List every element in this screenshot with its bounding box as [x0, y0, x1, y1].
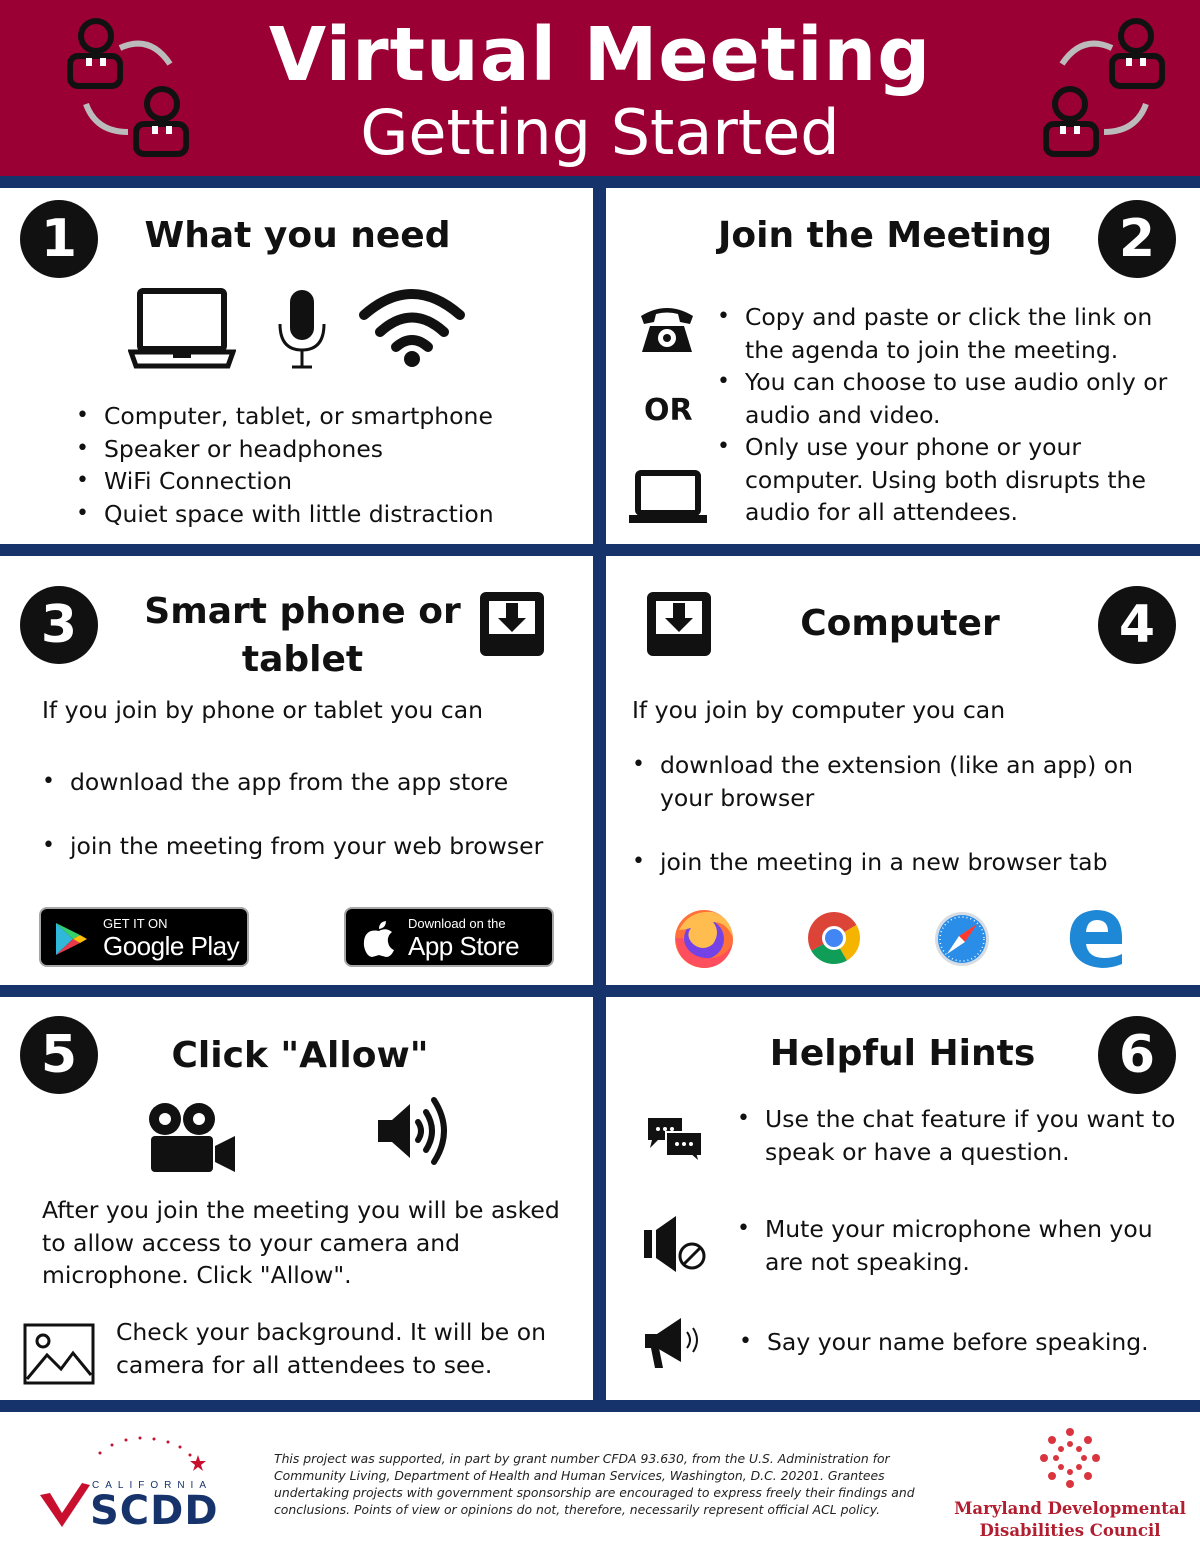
panel-title: Helpful Hints	[769, 1033, 1036, 1074]
telephone-icon	[638, 302, 696, 356]
laptop-icon	[128, 288, 236, 370]
panel-title: Smart phone or tablet	[144, 591, 461, 680]
firefox-icon	[673, 908, 735, 970]
hint-list	[735, 1103, 1185, 1168]
list-item: • join the meeting from your web browser	[40, 830, 585, 863]
background-note: Check your background. It will be on camera for all attendees to see.	[116, 1318, 547, 1379]
chrome-icon	[806, 910, 862, 966]
phone-options	[40, 766, 585, 799]
wifi-icon	[358, 285, 466, 369]
people-sync-icon	[62, 14, 192, 164]
panel-title: Click "Allow"	[171, 1035, 429, 1076]
safari-icon	[933, 910, 991, 968]
header-banner	[0, 0, 1200, 176]
page-title: Virtual Meeting	[268, 12, 932, 98]
step-number: 6	[1098, 1016, 1176, 1094]
badge-big-text: Google Play	[103, 931, 240, 961]
step-number: 2	[1098, 200, 1176, 278]
step-number: 4	[1098, 586, 1176, 664]
list-item: • Computer, tablet, or smartphone	[74, 400, 584, 433]
panel-title: Join the Meeting	[717, 215, 1053, 256]
step-number: 1	[20, 200, 98, 278]
google-play-badge[interactable]	[39, 907, 249, 967]
badge-big-text: App Store	[408, 931, 520, 961]
list-item: • Only use your phone or your computer. Using both disrupts the audio for all attendees.	[715, 431, 1185, 529]
allow-instructions: After you join the meeting you will be asked to allow access to your camera and microphone. Click "Allow".	[42, 1196, 560, 1289]
scdd-name: SCDD	[90, 1488, 219, 1534]
list-item: • You can choose to use audio only or audio and video.	[715, 366, 1185, 431]
google-play-icon	[53, 921, 89, 957]
hint-list	[735, 1213, 1185, 1278]
list-item: • Say your name before speaking.	[737, 1326, 1187, 1359]
page-subtitle: Getting Started	[360, 96, 840, 169]
mddc-line: Maryland Developmental	[954, 1499, 1186, 1518]
mddc-name	[950, 1498, 1190, 1542]
list-item: • Quiet space with little distraction	[74, 498, 584, 531]
download-icon	[645, 590, 713, 658]
step-number: 5	[20, 1016, 98, 1094]
video-camera-icon	[145, 1100, 237, 1174]
or-label: OR	[644, 393, 693, 428]
divider	[593, 176, 606, 1412]
speaker-volume-icon	[376, 1094, 450, 1168]
list-item: • Use the chat feature if you want to speak or have a question.	[735, 1103, 1185, 1168]
list-item: • download the app from the app store	[40, 766, 585, 799]
list-item: • Copy and paste or click the link on the agenda to join the meeting.	[715, 301, 1185, 366]
phone-options	[40, 830, 585, 863]
megaphone-icon	[643, 1316, 703, 1370]
hint-list	[737, 1326, 1187, 1359]
chat-icon	[646, 1116, 704, 1164]
image-icon	[23, 1323, 95, 1385]
scdd-state: CALIFORNIA	[92, 1480, 213, 1491]
microphone-icon	[275, 288, 329, 370]
mddc-line: Disabilities Council	[979, 1521, 1161, 1540]
list-item: • Speaker or headphones	[74, 433, 584, 466]
needs-list	[74, 400, 584, 530]
edge-icon	[1066, 906, 1126, 968]
intro-text: If you join by computer you can	[632, 696, 1006, 724]
intro-text: If you join by phone or tablet you can	[42, 696, 484, 724]
download-icon	[478, 590, 546, 658]
computer-options	[630, 749, 1170, 814]
apple-icon	[362, 920, 396, 958]
list-item: • download the extension (like an app) on your browser	[630, 749, 1170, 814]
list-item: • Mute your microphone when you are not speaking.	[735, 1213, 1185, 1278]
list-item: • WiFi Connection	[74, 465, 584, 498]
join-instructions	[715, 301, 1185, 529]
laptop-icon	[628, 470, 708, 525]
app-store-badge[interactable]	[344, 907, 554, 967]
disclaimer: This project was supported, in part by grant number CFDA 93.630, from the U.S. Administration for Community Living, Department of Health and Human Services, Washington, D.C. 20201. Grantees undertaking projects with government sponsorship are encouraged to express freely their findings and conclusions. Points of view or opinions do not, therefore, necessarily represent official ACL policy.	[274, 1451, 915, 1517]
mddc-logo-icon	[1038, 1426, 1102, 1490]
list-item: • join the meeting in a new browser tab	[630, 846, 1170, 879]
computer-options	[630, 846, 1170, 879]
badge-small-text: Download on the	[408, 916, 506, 931]
mute-icon	[642, 1214, 708, 1274]
badge-small-text: GET IT ON	[103, 916, 168, 931]
people-sync-icon	[1040, 14, 1170, 164]
step-number: 3	[20, 586, 98, 664]
panel-title: Computer	[800, 603, 1000, 644]
panel-title: What you need	[144, 215, 451, 256]
